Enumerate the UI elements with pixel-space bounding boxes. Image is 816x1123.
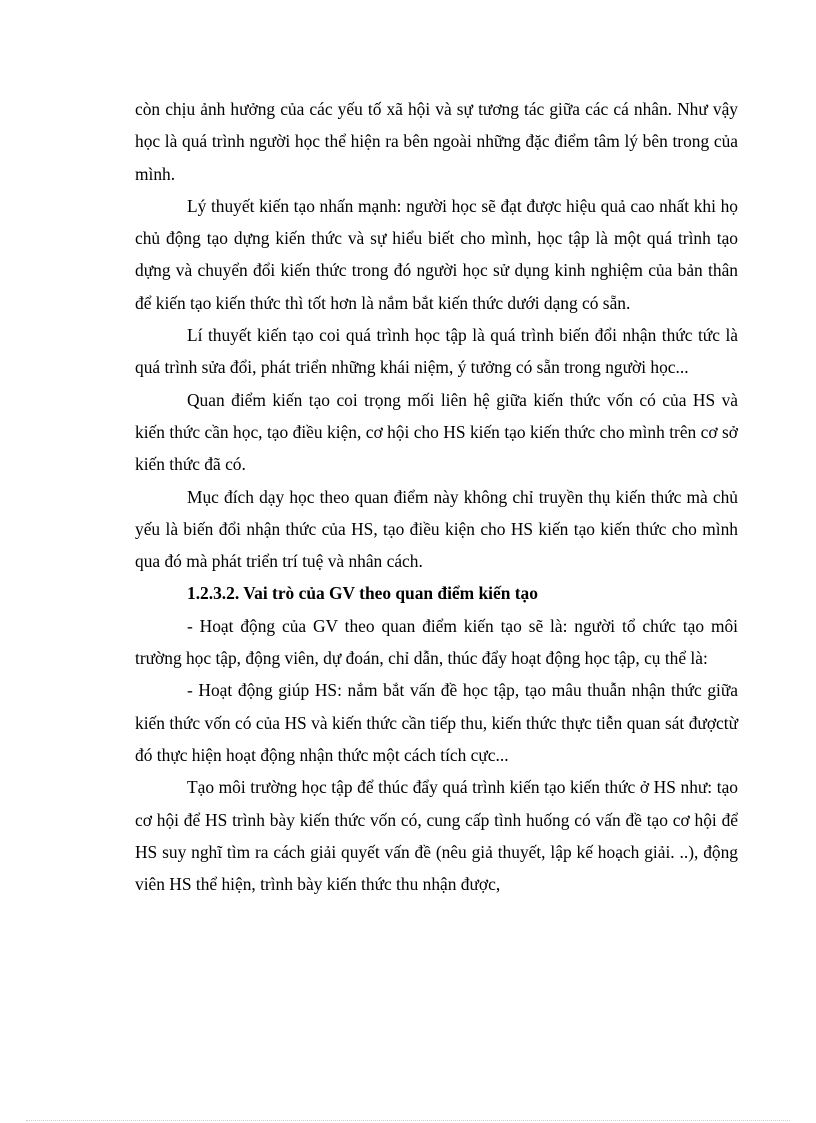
paragraph-constructivism-emphasis: Lý thuyết kiến tạo nhấn mạnh: người học sẽ đạt được hiệu quả cao nhất khi họ chủ động tạo dựng kiến thức và sự hiểu biết cho mình, học tập là một quá trình tạo dựng và chuyển đổi kiến thức trong đó người học sử dụng kinh nghiệm của bản thân để kiến tạo kiến thức thì tốt hơn là nắm bắt kiến thức dưới dạng có sẵn.	[135, 195, 738, 313]
page-bottom-divider	[26, 1120, 790, 1121]
paragraph-helping-students: - Hoạt động giúp HS: nắm bắt vấn đề học tập, tạo mâu thuẫn nhận thức giữa kiến thức vốn có của HS và kiến thức cần tiếp thu, kiến thức thực tiễn quan sát đượctừ đó thực hiện hoạt động nhận thức một cách tích cực...	[135, 680, 738, 765]
document-body	[135, 93, 738, 900]
section-heading: 1.2.3.2. Vai trò của GV theo quan điểm kiến tạo	[187, 583, 538, 604]
paragraph-teaching-purpose: Mục đích dạy học theo quan điểm này không chỉ truyền thụ kiến thức mà chủ yếu là biến đổi nhận thức của HS, tạo điều kiện cho HS kiến tạo kiến thức cho mình qua đó mà phát triển trí tuệ và nhân cách.	[135, 486, 738, 572]
paragraph-prior-knowledge: Quan điểm kiến tạo coi trọng mối liên hệ giữa kiến thức vốn có của HS và kiến thức cần học, tạo điều kiện, cơ hội cho HS kiến tạo kiến thức cho mình trên cơ sở kiến thức đã có.	[135, 389, 738, 475]
paragraph-learning-process: Lí thuyết kiến tạo coi quá trình học tập là quá trình biến đổi nhận thức tức là quá trình sửa đổi, phát triển những khái niệm, ý tưởng có sẵn trong người học...	[135, 325, 738, 378]
paragraph-continuation: còn chịu ảnh hưởng của các yếu tố xã hội và sự tương tác giữa các cá nhân. Như vậy học là quá trình người học thể hiện ra bên ngoài những đặc điểm tâm lý bên trong của mình.	[135, 99, 738, 184]
paragraph-teacher-activity: - Hoạt động của GV theo quan điểm kiến tạo sẽ là: người tổ chức tạo môi trường học tập, động viên, dự đoán, chỉ dẫn, thúc đẩy hoạt động học tập, cụ thể là:	[135, 615, 738, 669]
paragraph-learning-environment: Tạo môi trường học tập để thúc đẩy quá trình kiến tạo kiến thức ở HS như: tạo cơ hội để HS trình bày kiến thức vốn có, cung cấp tình huống có vấn đề tạo cơ hội để HS suy nghĩ tìm ra cách giải quyết vấn đề (nêu giả thuyết, lập kế hoạch giải. ..), động viên HS thể hiện, trình bày kiến thức thu nhận được,	[135, 777, 738, 895]
